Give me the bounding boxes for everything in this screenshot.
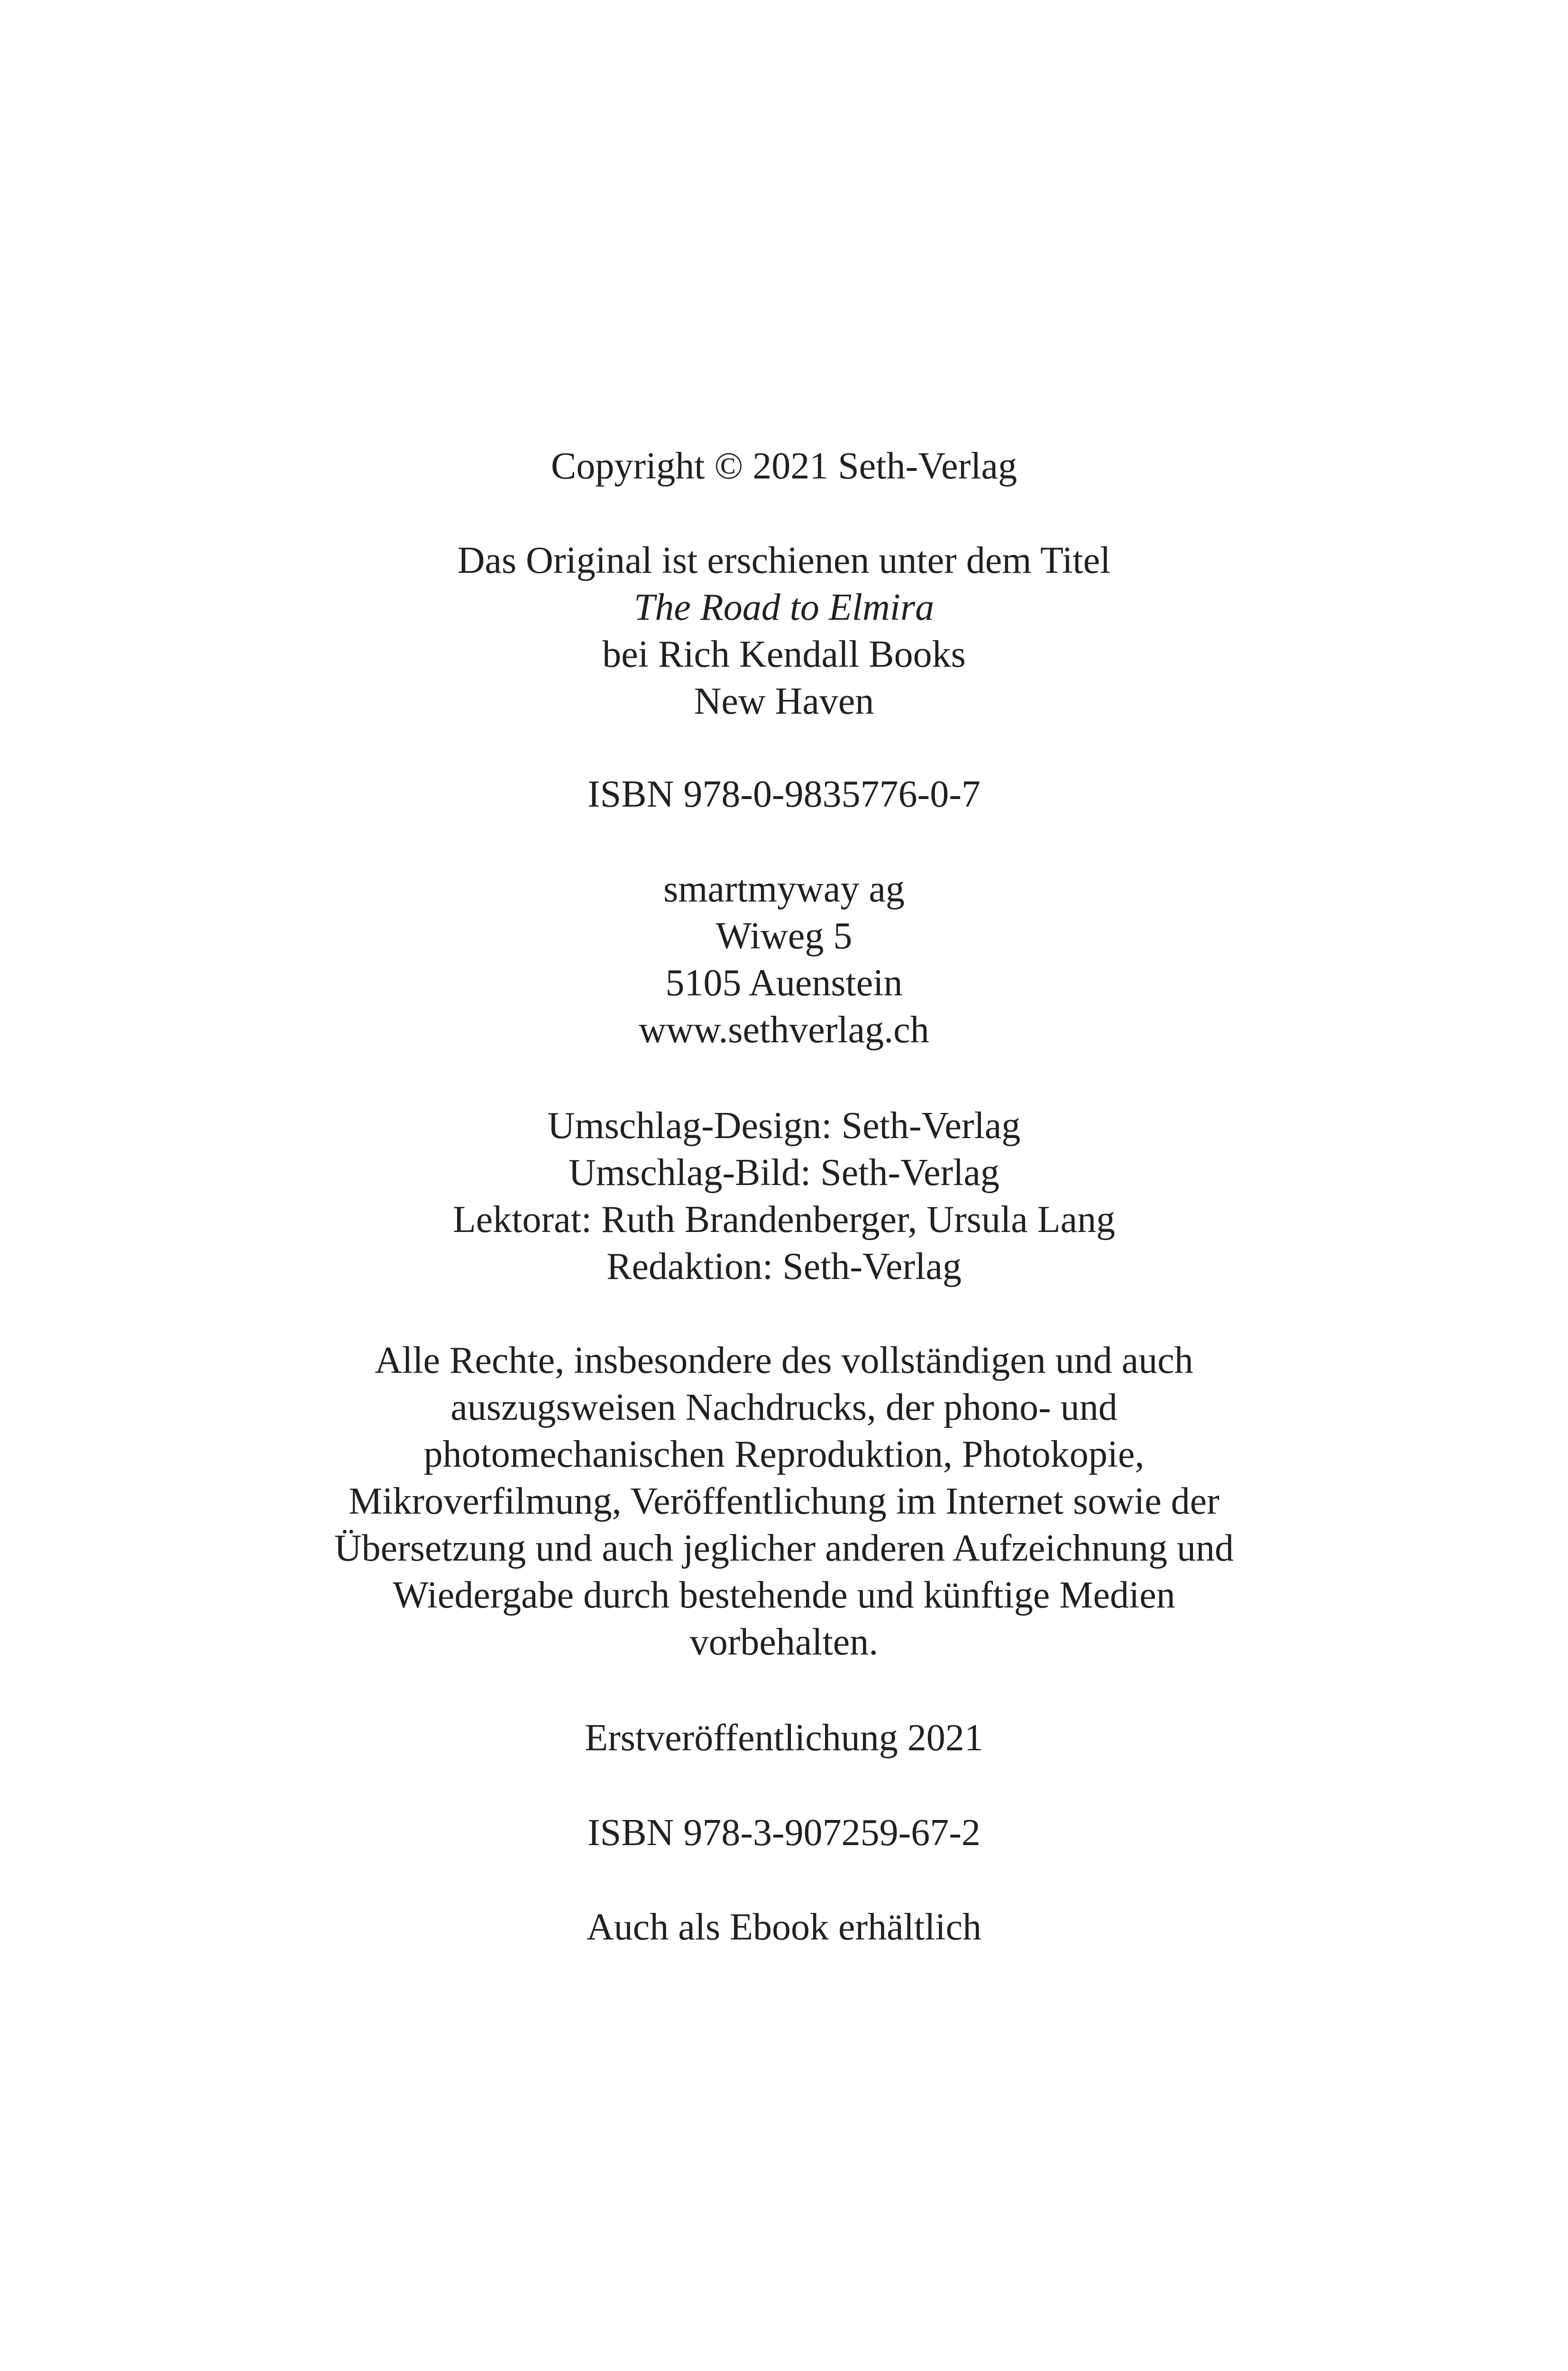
original-isbn: ISBN 978-0-9835776-0-7 — [587, 773, 981, 815]
rights-line: Wiedergabe durch bestehende und künftige Medien — [393, 1574, 1175, 1616]
rights-line: Übersetzung und auch jeglicher anderen Aufzeichnung und — [334, 1527, 1234, 1569]
credits-block — [0, 1103, 1568, 1290]
publisher-company: smartmyway ag — [663, 868, 905, 910]
original-publisher: bei Rich Kendall Books — [602, 634, 966, 675]
copyright-line: Copyright © 2021 Seth-Verlag — [551, 445, 1017, 487]
rights-line: Alle Rechte, insbesondere des vollständigen und auch — [375, 1340, 1193, 1381]
ebook-note: Auch als Ebook erhältlich — [586, 1906, 982, 1948]
publisher-address-block — [0, 866, 1568, 1054]
publisher-street: Wiweg 5 — [715, 915, 853, 957]
rights-line: auszugsweisen Nachdrucks, der phono- und — [450, 1387, 1118, 1428]
original-intro-line: Das Original ist erschienen unter dem Titel — [457, 540, 1111, 581]
copyright-block — [0, 443, 1568, 490]
first-publication: Erstveröffentlichung 2021 — [585, 1717, 983, 1759]
rights-notice-block — [0, 1337, 1568, 1666]
original-title: The Road to Elmira — [633, 587, 935, 628]
rights-line: Mikroverfilmung, Veröffentlichung im Internet sowie der — [348, 1480, 1220, 1522]
rights-line: vorbehalten. — [689, 1621, 879, 1663]
ebook-block — [0, 1904, 1568, 1951]
original-city: New Haven — [694, 680, 874, 722]
credit-editing: Lektorat: Ruth Brandenberger, Ursula Lang — [452, 1199, 1116, 1241]
credit-cover-image: Umschlag-Bild: Seth-Verlag — [569, 1152, 999, 1194]
isbn: ISBN 978-3-907259-67-2 — [587, 1812, 981, 1854]
credit-redaction: Redaktion: Seth-Verlag — [606, 1246, 962, 1287]
original-isbn-block — [0, 771, 1568, 818]
credit-cover-design: Umschlag-Design: Seth-Verlag — [547, 1105, 1021, 1147]
original-edition-block — [0, 537, 1568, 725]
publisher-city: 5105 Auenstein — [665, 962, 903, 1004]
publisher-website: www.sethverlag.ch — [639, 1009, 929, 1051]
rights-line: photomechanischen Reproduktion, Photokopie, — [423, 1434, 1145, 1475]
isbn-block — [0, 1810, 1568, 1856]
first-publication-block — [0, 1715, 1568, 1762]
